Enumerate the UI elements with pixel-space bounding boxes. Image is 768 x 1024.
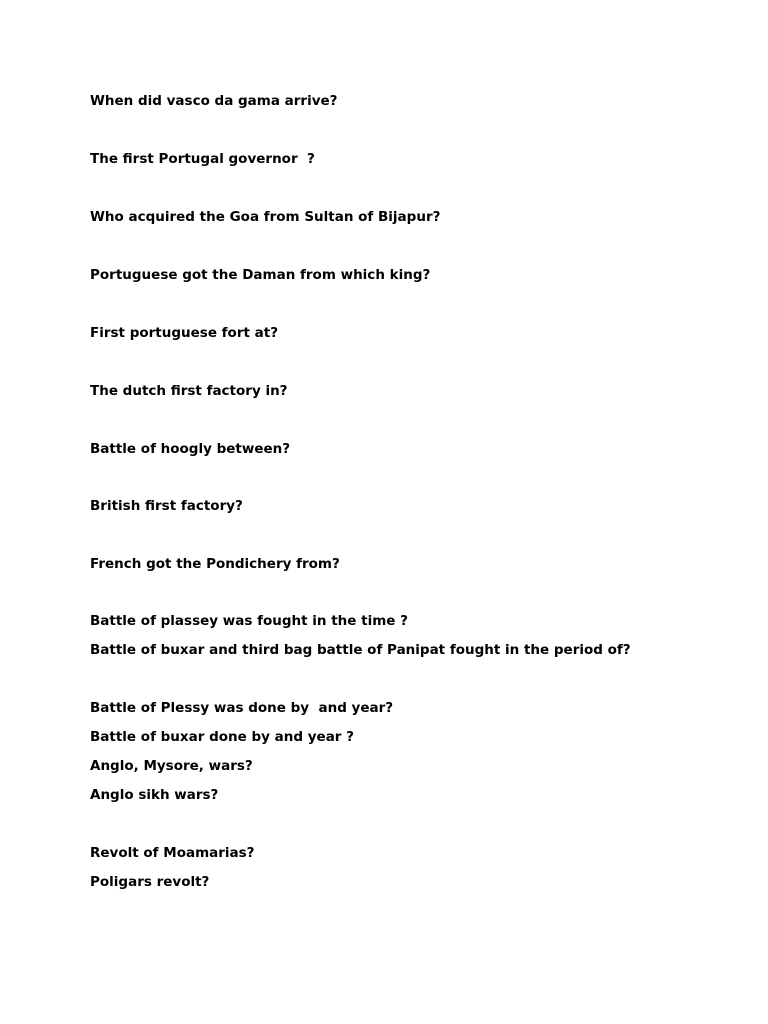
question-line: Poligars revolt?	[90, 874, 210, 890]
question-line: Anglo sikh wars?	[90, 787, 219, 803]
question-line: First portuguese fort at?	[90, 325, 279, 341]
question-line: Battle of Plessy was done by and year?	[90, 700, 394, 716]
question-line: The first Portugal governor ?	[90, 151, 315, 167]
question-line: British first factory?	[90, 498, 243, 514]
question-line: French got the Pondichery from?	[90, 556, 340, 572]
question-line: Battle of hoogly between?	[90, 441, 291, 457]
question-line: Revolt of Moamarias?	[90, 845, 255, 861]
question-line: Portuguese got the Daman from which king?	[90, 267, 431, 283]
question-line: Anglo, Mysore, wars?	[90, 758, 253, 774]
question-line: Who acquired the Goa from Sultan of Bijapur?	[90, 209, 441, 225]
question-line: Battle of buxar done by and year ?	[90, 729, 354, 745]
question-line: Battle of plassey was fought in the time ?	[90, 613, 408, 629]
question-line: The dutch first factory in?	[90, 383, 288, 399]
question-line: Battle of buxar and third bag battle of Panipat fought in the period of?	[90, 642, 631, 658]
question-line: When did vasco da gama arrive?	[90, 93, 338, 109]
